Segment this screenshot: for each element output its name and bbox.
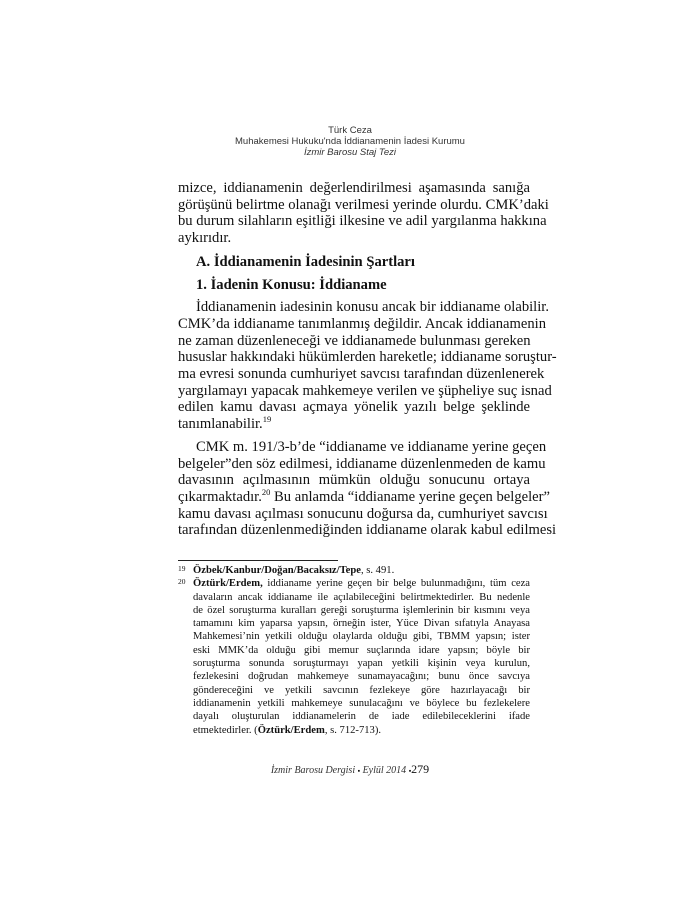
text-line [178, 486, 550, 506]
text-line: CMK m. 191/3-b’de “iddianame ve iddianame yerine geçen [196, 438, 547, 455]
footnote-number: 19 [178, 564, 186, 573]
text-line: eski MMK’da olduğu gibi memur suçlarında idare yapsın; böyle bir [193, 644, 530, 656]
text-line: tarafından düzenlenmediğinden iddianame olarak kabul edilmesi [178, 522, 557, 539]
header-line-1: Türk Ceza [328, 125, 372, 136]
text-line: davaların ancak iddianame ile açılabileceğini belirtmektedirler. Bu nedenle [193, 591, 530, 603]
text-line: aykırıdır. [178, 230, 232, 247]
footnote-authors: Öztürk/Erdem, [193, 578, 263, 590]
text-line: de özel soruşturma kuralları gereği soruşturma işlemlerinin bir kısmını veya [193, 604, 530, 616]
page-footer [0, 762, 700, 777]
text-segment: çıkarmaktadır. [178, 488, 262, 505]
header-line-2: Muhakemesi Hukuku'nda İddianamenin İadesi Kurumu [235, 136, 465, 147]
text-line: tamamını kim yaparsa yapsın, örneğin ister, Yüce Divan sıfatıyla Anayasa [193, 618, 530, 630]
text-line: ne zaman düzenleneceği ve iddianamede bulunması gereken [178, 332, 531, 349]
page-number: 279 [411, 762, 430, 776]
footnotes [178, 564, 530, 737]
text-segment: Bu anlamda “iddianame yerine geçen belgeler” [270, 488, 550, 505]
footnote-authors: Öztürk/Erdem [257, 724, 325, 736]
text-line: göndereceğini ve yetkili savcının fezlekeye göre hazırlayacağı bir [193, 684, 530, 696]
section-heading-a: A. İddianamenin İadesinin Şartları [196, 253, 415, 270]
text-line: kamu davası açılması sonucunu doğursa da, cumhuriyet savcısı [178, 505, 548, 522]
text-line: mizce, iddianamenin değerlendirilmesi aşamasında sanığa [178, 180, 530, 196]
footnote-text: iddianame yerine geçen bir belge bulunmadığını, tüm ceza [262, 578, 530, 590]
text-line: görüşünü belirtme olanağı verilmesi yerinde olurdu. CMK’daki [178, 196, 549, 213]
text-line: Mahkemesi’nin yetkili olduğu olaylarda olduğu gibi, TBMM yapsın; ister [193, 631, 530, 643]
footnote-20 [178, 577, 530, 737]
issue-date: Eylül 2014 [362, 765, 407, 776]
paragraph-2 [178, 299, 557, 433]
text-line [193, 724, 530, 737]
text-line: yargılamayı yapacak mahkemeye verilen ve şüpheliye suç isnad [178, 382, 552, 399]
separator: ▪ [408, 767, 412, 775]
text-line: İddianamenin iadesinin konusu ancak bir iddianame olabilir. [196, 299, 549, 316]
separator: ▪ [357, 767, 361, 775]
journal-name: İzmir Barosu Dergisi [270, 765, 356, 776]
paragraph-1 [178, 180, 549, 247]
section-heading-1: 1. İadenin Konusu: İddianame [196, 276, 387, 293]
text-segment: tanımlanabilir. [178, 416, 263, 433]
text-line: belgeler”den söz edilmesi, iddianame düzenlenmeden de kamu [178, 455, 546, 472]
header-line-3: İzmir Barosu Staj Tezi [303, 147, 397, 158]
paragraph-3 [178, 438, 557, 539]
text-line: soruşturma sonunda soruşturmayı yapan yetkili kişinin veya kurulun, [193, 658, 530, 670]
text-line: fezlekesini doğrudan mahkemeye sunamayacağını; bunu önce savcıya [193, 671, 530, 683]
footnote-ref-19: 19 [262, 414, 272, 425]
text-segment: , s. 712-713). [324, 724, 382, 736]
text-segment: etmektedirler. ( [193, 724, 258, 736]
footnote-text: , s. 491. [360, 565, 395, 576]
text-line: iddianamenin yetkili mahkemeye sunulacağını ve böylece bu fezlekelere [193, 697, 530, 709]
text-line: hususlar hakkındaki hükümlerden hareketle; iddianame soruştur- [178, 349, 557, 366]
text-line: dayalı oluşturulan iddianamelerin de iade edilebileceklerini ifade [193, 711, 530, 723]
body-text [178, 180, 557, 545]
text-line: ma evresi sonunda cumhuriyet savcısı tarafından düzenlenerek [178, 366, 545, 383]
running-header [0, 125, 700, 158]
text-line: CMK’da iddianame tanımlanmış değildir. Ancak iddianamenin [178, 315, 547, 332]
text-line: bu durum silahların eşitliği ilkesine ve adil yargılanma hakkına [178, 213, 547, 230]
footnote-19 [178, 564, 530, 577]
footnote-number: 20 [178, 577, 186, 587]
footnote-divider [178, 560, 338, 561]
footnote-authors: Özbek/Kanbur/Doğan/Bacaksız/Tepe [193, 565, 361, 576]
footnote-ref-20: 20 [261, 486, 271, 497]
text-line [178, 416, 530, 433]
text-line: davasının açılmasının mümkün olduğu sonucunu ortaya [178, 472, 530, 489]
text-line: edilen kamu davası açmaya yönelik yazılı belge şeklinde [178, 399, 530, 416]
